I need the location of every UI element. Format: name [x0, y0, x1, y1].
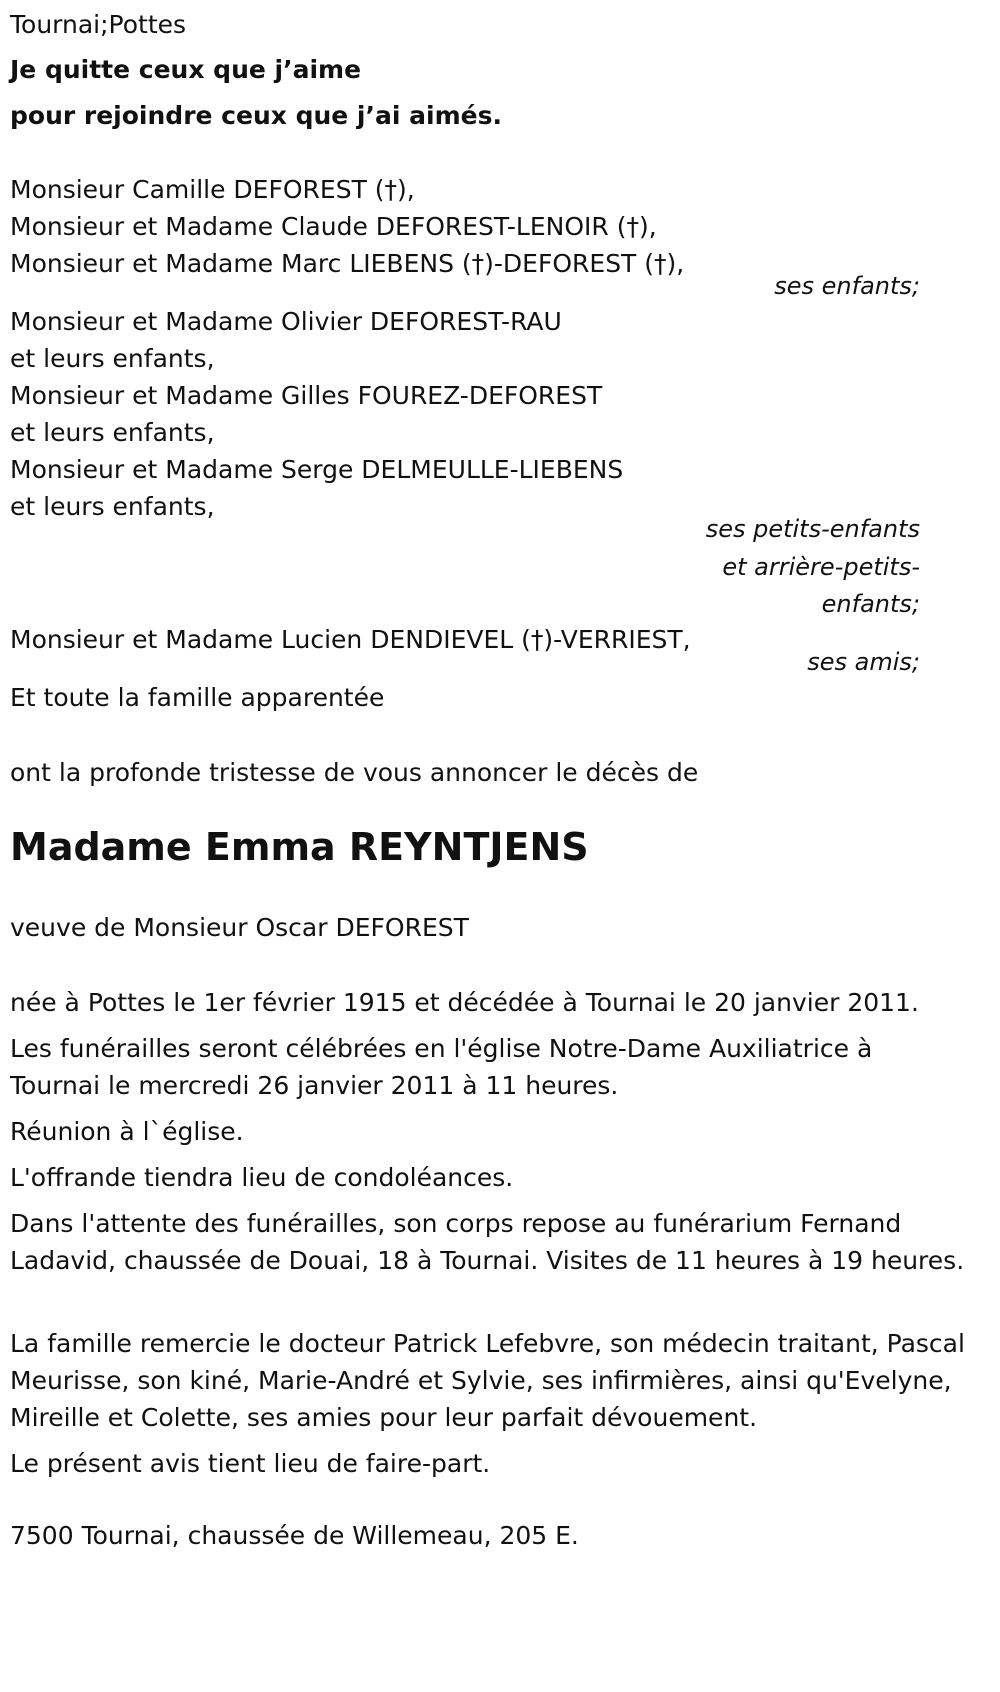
quote-line-1: Je quitte ceux que j’aime — [10, 55, 362, 84]
deceased-name: Madame Emma REYNTJENS — [10, 825, 589, 869]
quote-line-2: pour rejoindre ceux que j’ai aimés. — [10, 101, 502, 130]
children-role: ses enfants; — [774, 272, 920, 300]
grandchildren-role-line: et arrière-petits- — [722, 553, 920, 581]
children-line: Monsieur et Madame Claude DEFOREST-LENOIR (†), — [10, 212, 657, 241]
grandchildren-line: Monsieur et Madame Serge DELMEULLE-LIEBENS — [10, 455, 624, 484]
children-line: Monsieur Camille DEFOREST (†), — [10, 175, 415, 204]
grandchildren-line: et leurs enfants, — [10, 418, 215, 447]
detail-birth-death: née à Pottes le 1er février 1915 et décédée à Tournai le 20 janvier 2011. — [10, 988, 919, 1017]
friends-role: ses amis; — [807, 648, 920, 676]
friends-line: Monsieur et Madame Lucien DENDIEVEL (†)-VERRIEST, — [10, 625, 691, 654]
grandchildren-role-line: ses petits-enfants — [705, 515, 920, 543]
detail-thanks: La famille remercie le docteur Patrick Lefebvre, son médecin traitant, Pascal Meurisse, son kiné, Marie-André et Sylvie, ses infirmières, ainsi qu'Evelyne, Mireille et Colette, ses amies pour leur parfait dévouement. — [10, 1329, 965, 1432]
detail-meeting: Réunion à l`église. — [10, 1117, 244, 1146]
location-text: Tournai;Pottes — [10, 10, 187, 39]
grandchildren-line: et leurs enfants, — [10, 492, 215, 521]
grandchildren-role-line: enfants; — [821, 590, 920, 618]
detail-funerarium: Dans l'attente des funérailles, son corps repose au funérarium Fernand Ladavid, chaussée de Douai, 18 à Tournai. Visites de 11 heures à 19 heures. — [10, 1209, 965, 1275]
grandchildren-line: Monsieur et Madame Olivier DEFOREST-RAU — [10, 307, 562, 336]
children-line: Monsieur et Madame Marc LIEBENS (†)-DEFOREST (†), — [10, 249, 685, 278]
grandchildren-line: et leurs enfants, — [10, 344, 215, 373]
announcement-text: ont la profonde tristesse de vous annoncer le décès de — [10, 758, 699, 787]
address-text: 7500 Tournai, chaussée de Willemeau, 205 E. — [10, 1521, 579, 1550]
family-text: Et toute la famille apparentée — [10, 683, 385, 712]
detail-funeral: Les funérailles seront célébrées en l'église Notre-Dame Auxiliatrice à Tournai le mercredi 26 janvier 2011 à 11 heures. — [10, 1034, 873, 1100]
detail-notice: Le présent avis tient lieu de faire-part. — [10, 1449, 491, 1478]
grandchildren-line: Monsieur et Madame Gilles FOUREZ-DEFOREST — [10, 381, 603, 410]
widow-of-text: veuve de Monsieur Oscar DEFOREST — [10, 913, 469, 942]
detail-offering: L'offrande tiendra lieu de condoléances. — [10, 1163, 514, 1192]
